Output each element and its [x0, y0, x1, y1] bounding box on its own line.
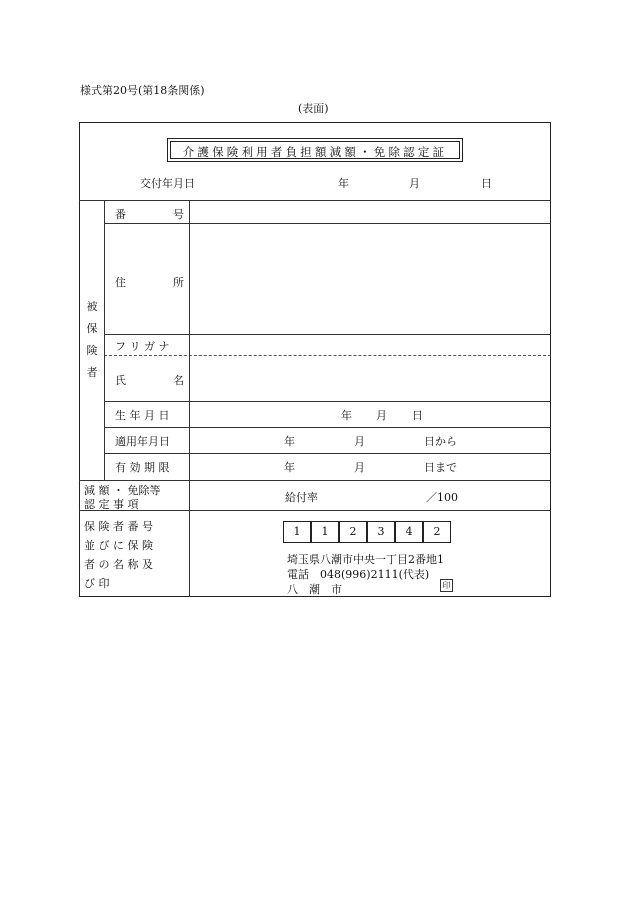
insurer-digit-3: 2	[339, 521, 367, 543]
rule-birth-bottom	[104, 427, 551, 428]
address-label-right: 所	[173, 276, 184, 289]
rule-apply-bottom	[104, 453, 551, 454]
rule-expiry-bottom	[79, 480, 551, 481]
apply-day: 日から	[424, 435, 457, 448]
insured-char-2: 保	[86, 322, 98, 335]
number-label-left: 番	[115, 208, 126, 221]
side-label: (表面)	[298, 102, 329, 115]
expiry-day: 日まで	[424, 461, 457, 474]
expiry-label: 有 効 期 限	[115, 461, 170, 474]
insurer-phone: 電話 048(996)2111(代表)	[287, 568, 430, 581]
rule-furigana-dashed	[104, 355, 551, 356]
rule-address-bottom	[104, 334, 551, 335]
issue-month: 月	[409, 177, 420, 190]
insurer-digit-5: 4	[395, 521, 423, 543]
insurer-address: 埼玉県八潮市中央一丁目2番地1	[287, 553, 444, 566]
expiry-year: 年	[284, 461, 295, 474]
apply-date-label: 適用年月日	[115, 435, 170, 448]
rule-reduction-bottom	[79, 510, 551, 511]
form-number: 様式第20号(第18条関係)	[80, 84, 205, 97]
title-box	[167, 138, 463, 162]
insured-group-label	[80, 296, 104, 384]
rule-insured-column	[104, 200, 105, 480]
issue-date-label: 交付年月日	[140, 177, 195, 190]
birth-month: 月	[376, 409, 387, 422]
insured-char-1: 被	[86, 300, 98, 313]
reduction-label-line1: 減 額 ・ 免除等	[84, 484, 161, 497]
benefit-rate-label: 給付率	[285, 491, 318, 504]
birth-date-label: 生 年 月 日	[115, 409, 170, 422]
name-label-left: 氏	[115, 374, 126, 387]
insured-char-3: 険	[86, 344, 98, 357]
insurer-digit-2: 1	[311, 521, 339, 543]
rule-number-bottom	[104, 223, 551, 224]
insurer-digit-4: 3	[367, 521, 395, 543]
number-label-right: 号	[173, 208, 184, 221]
rule-name-bottom	[104, 401, 551, 402]
rule-issue-bottom	[79, 200, 551, 201]
issue-day: 日	[481, 177, 492, 190]
issue-year: 年	[338, 177, 349, 190]
insurer-digit-1: 1	[283, 521, 311, 543]
address-label-left: 住	[115, 276, 126, 289]
birth-year: 年	[341, 409, 352, 422]
insurer-label-line3: 者 の 名 称 及	[84, 558, 153, 571]
birth-day: 日	[412, 409, 423, 422]
insurer-label-line4: び 印	[84, 577, 110, 590]
expiry-month: 月	[354, 461, 365, 474]
insurer-name: 八 潮 市	[287, 583, 342, 596]
reduction-label-line2: 認 定 事 項	[84, 498, 139, 511]
furigana-label: フ リ ガ ナ	[115, 340, 170, 353]
insured-char-4: 者	[86, 366, 98, 379]
insurer-label-line1: 保 険 者 番 号	[84, 520, 153, 533]
certificate-title: 介護保険利用者負担額減額・免除認定証	[182, 145, 448, 159]
rule-label-column	[189, 200, 190, 597]
apply-year: 年	[284, 435, 295, 448]
insurer-digit-6: 2	[423, 521, 451, 543]
name-label-right: 名	[173, 374, 184, 387]
seal-mark: 印	[440, 579, 453, 592]
apply-month: 月	[354, 435, 365, 448]
insurer-label-line2: 並 び に 保 険	[84, 539, 153, 552]
benefit-rate-value: ／100	[426, 491, 458, 504]
